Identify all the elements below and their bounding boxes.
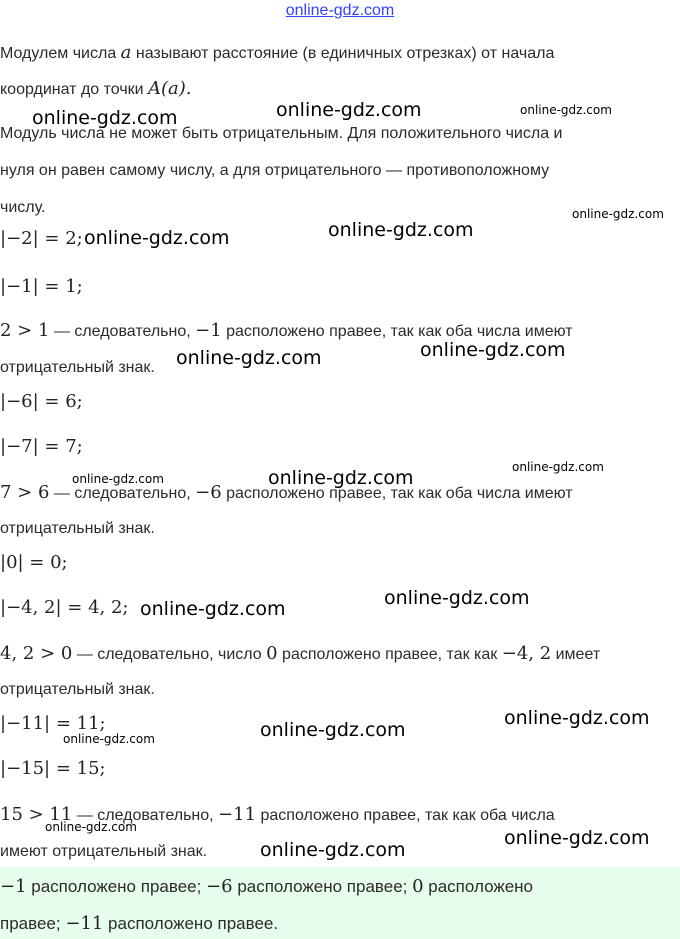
answer-number: 0 bbox=[412, 876, 424, 897]
comparison-1 bbox=[0, 320, 676, 343]
answer-text: расположено правее. bbox=[103, 914, 279, 933]
watermark: online-gdz.com bbox=[384, 587, 530, 609]
answer-line-1 bbox=[0, 876, 676, 898]
comparison-math: 4, 2 > 0 bbox=[0, 643, 73, 664]
paragraph-line: числу. bbox=[0, 199, 46, 216]
comparison-text: расположено правее, так как оба числа имеют bbox=[221, 485, 573, 502]
watermark: online-gdz.com bbox=[420, 339, 566, 361]
definition-text: координат до точки bbox=[0, 81, 149, 98]
watermark: online-gdz.com bbox=[84, 227, 230, 249]
watermark: online-gdz.com bbox=[504, 707, 650, 729]
comparison-3 bbox=[0, 643, 676, 666]
watermark: online-gdz.com bbox=[328, 219, 474, 241]
answer-number: −1 bbox=[0, 876, 27, 897]
answer-text: расположено правее; bbox=[232, 877, 413, 896]
comparison-text: расположено правее, так как оба числа имеют bbox=[221, 323, 573, 340]
watermark: online-gdz.com bbox=[176, 347, 322, 369]
paragraph-line: Модуль числа не может быть отрицательным. Для положительного числа и bbox=[0, 125, 563, 142]
definition-text: называют расстояние (в единичных отрезках) от начала bbox=[131, 45, 555, 62]
comparison-number: 0 bbox=[266, 643, 278, 664]
watermark: online-gdz.com bbox=[140, 598, 286, 620]
comparison-text: — следовательно, bbox=[49, 485, 196, 502]
equation-abs-minus-7: |−7| = 7; bbox=[0, 436, 83, 457]
comparison-number: −4, 2 bbox=[501, 643, 552, 664]
equation-abs-minus-6: |−6| = 6; bbox=[0, 391, 83, 412]
answer-line-2 bbox=[0, 913, 676, 935]
point-a: A(a). bbox=[148, 78, 192, 99]
watermark: online-gdz.com bbox=[63, 732, 155, 746]
comparison-1-tail: отрицательный знак. bbox=[0, 359, 155, 376]
watermark: online-gdz.com bbox=[268, 467, 414, 489]
variable-a: a bbox=[120, 42, 132, 63]
answer-number: −11 bbox=[65, 913, 104, 934]
watermark: online-gdz.com bbox=[504, 827, 650, 849]
definition-line-1 bbox=[0, 42, 676, 65]
comparison-number: −6 bbox=[195, 482, 222, 503]
watermark: online-gdz.com bbox=[520, 103, 612, 117]
comparison-number: −11 bbox=[218, 804, 257, 825]
comparison-number: −1 bbox=[195, 320, 222, 341]
watermark: online-gdz.com bbox=[72, 472, 164, 486]
watermark: online-gdz.com bbox=[512, 460, 604, 474]
comparison-text: — следовательно, bbox=[72, 807, 219, 824]
comparison-text: — следовательно, bbox=[49, 323, 196, 340]
comparison-4-tail: имеют отрицательный знак. bbox=[0, 843, 208, 860]
comparison-text: — следовательно, число bbox=[72, 646, 267, 663]
equation-abs-minus-15: |−15| = 15; bbox=[0, 758, 106, 779]
answer-text: правее; bbox=[0, 914, 66, 933]
comparison-2-tail: отрицательный знак. bbox=[0, 520, 155, 537]
comparison-text: расположено правее, так как bbox=[277, 646, 502, 663]
equation-abs-minus-11: |−11| = 11; bbox=[0, 713, 106, 734]
comparison-3-tail: отрицательный знак. bbox=[0, 681, 155, 698]
equation-abs-minus-2: |−2| = 2; bbox=[0, 228, 83, 249]
answer-text: расположено правее; bbox=[26, 877, 207, 896]
watermark: online-gdz.com bbox=[276, 99, 422, 121]
watermark: online-gdz.com bbox=[45, 820, 137, 834]
watermark: online-gdz.com bbox=[572, 207, 664, 221]
watermark: online-gdz.com bbox=[260, 839, 406, 861]
equation-abs-minus-4-2: |−4, 2| = 4, 2; bbox=[0, 597, 129, 618]
comparison-text: имеет bbox=[551, 646, 601, 663]
comparison-math: 15 > 11 bbox=[0, 804, 73, 825]
definition-line-2 bbox=[0, 78, 676, 101]
equation-abs-minus-1: |−1| = 1; bbox=[0, 276, 83, 297]
site-link[interactable]: online-gdz.com bbox=[285, 2, 395, 19]
equation-abs-0: |0| = 0; bbox=[0, 552, 68, 573]
answer-box bbox=[0, 867, 680, 939]
paragraph-line: нуля он равен самому числу, а для отрицательного — противоположному bbox=[0, 162, 550, 179]
watermark: online-gdz.com bbox=[260, 719, 406, 741]
answer-text: расположено bbox=[423, 877, 534, 896]
watermark: online-gdz.com bbox=[32, 107, 178, 129]
comparison-math: 2 > 1 bbox=[0, 320, 50, 341]
answer-number: −6 bbox=[206, 876, 233, 897]
comparison-text: расположено правее, так как оба числа bbox=[256, 807, 555, 824]
comparison-math: 7 > 6 bbox=[0, 482, 50, 503]
definition-text: Модулем числа bbox=[0, 45, 121, 62]
